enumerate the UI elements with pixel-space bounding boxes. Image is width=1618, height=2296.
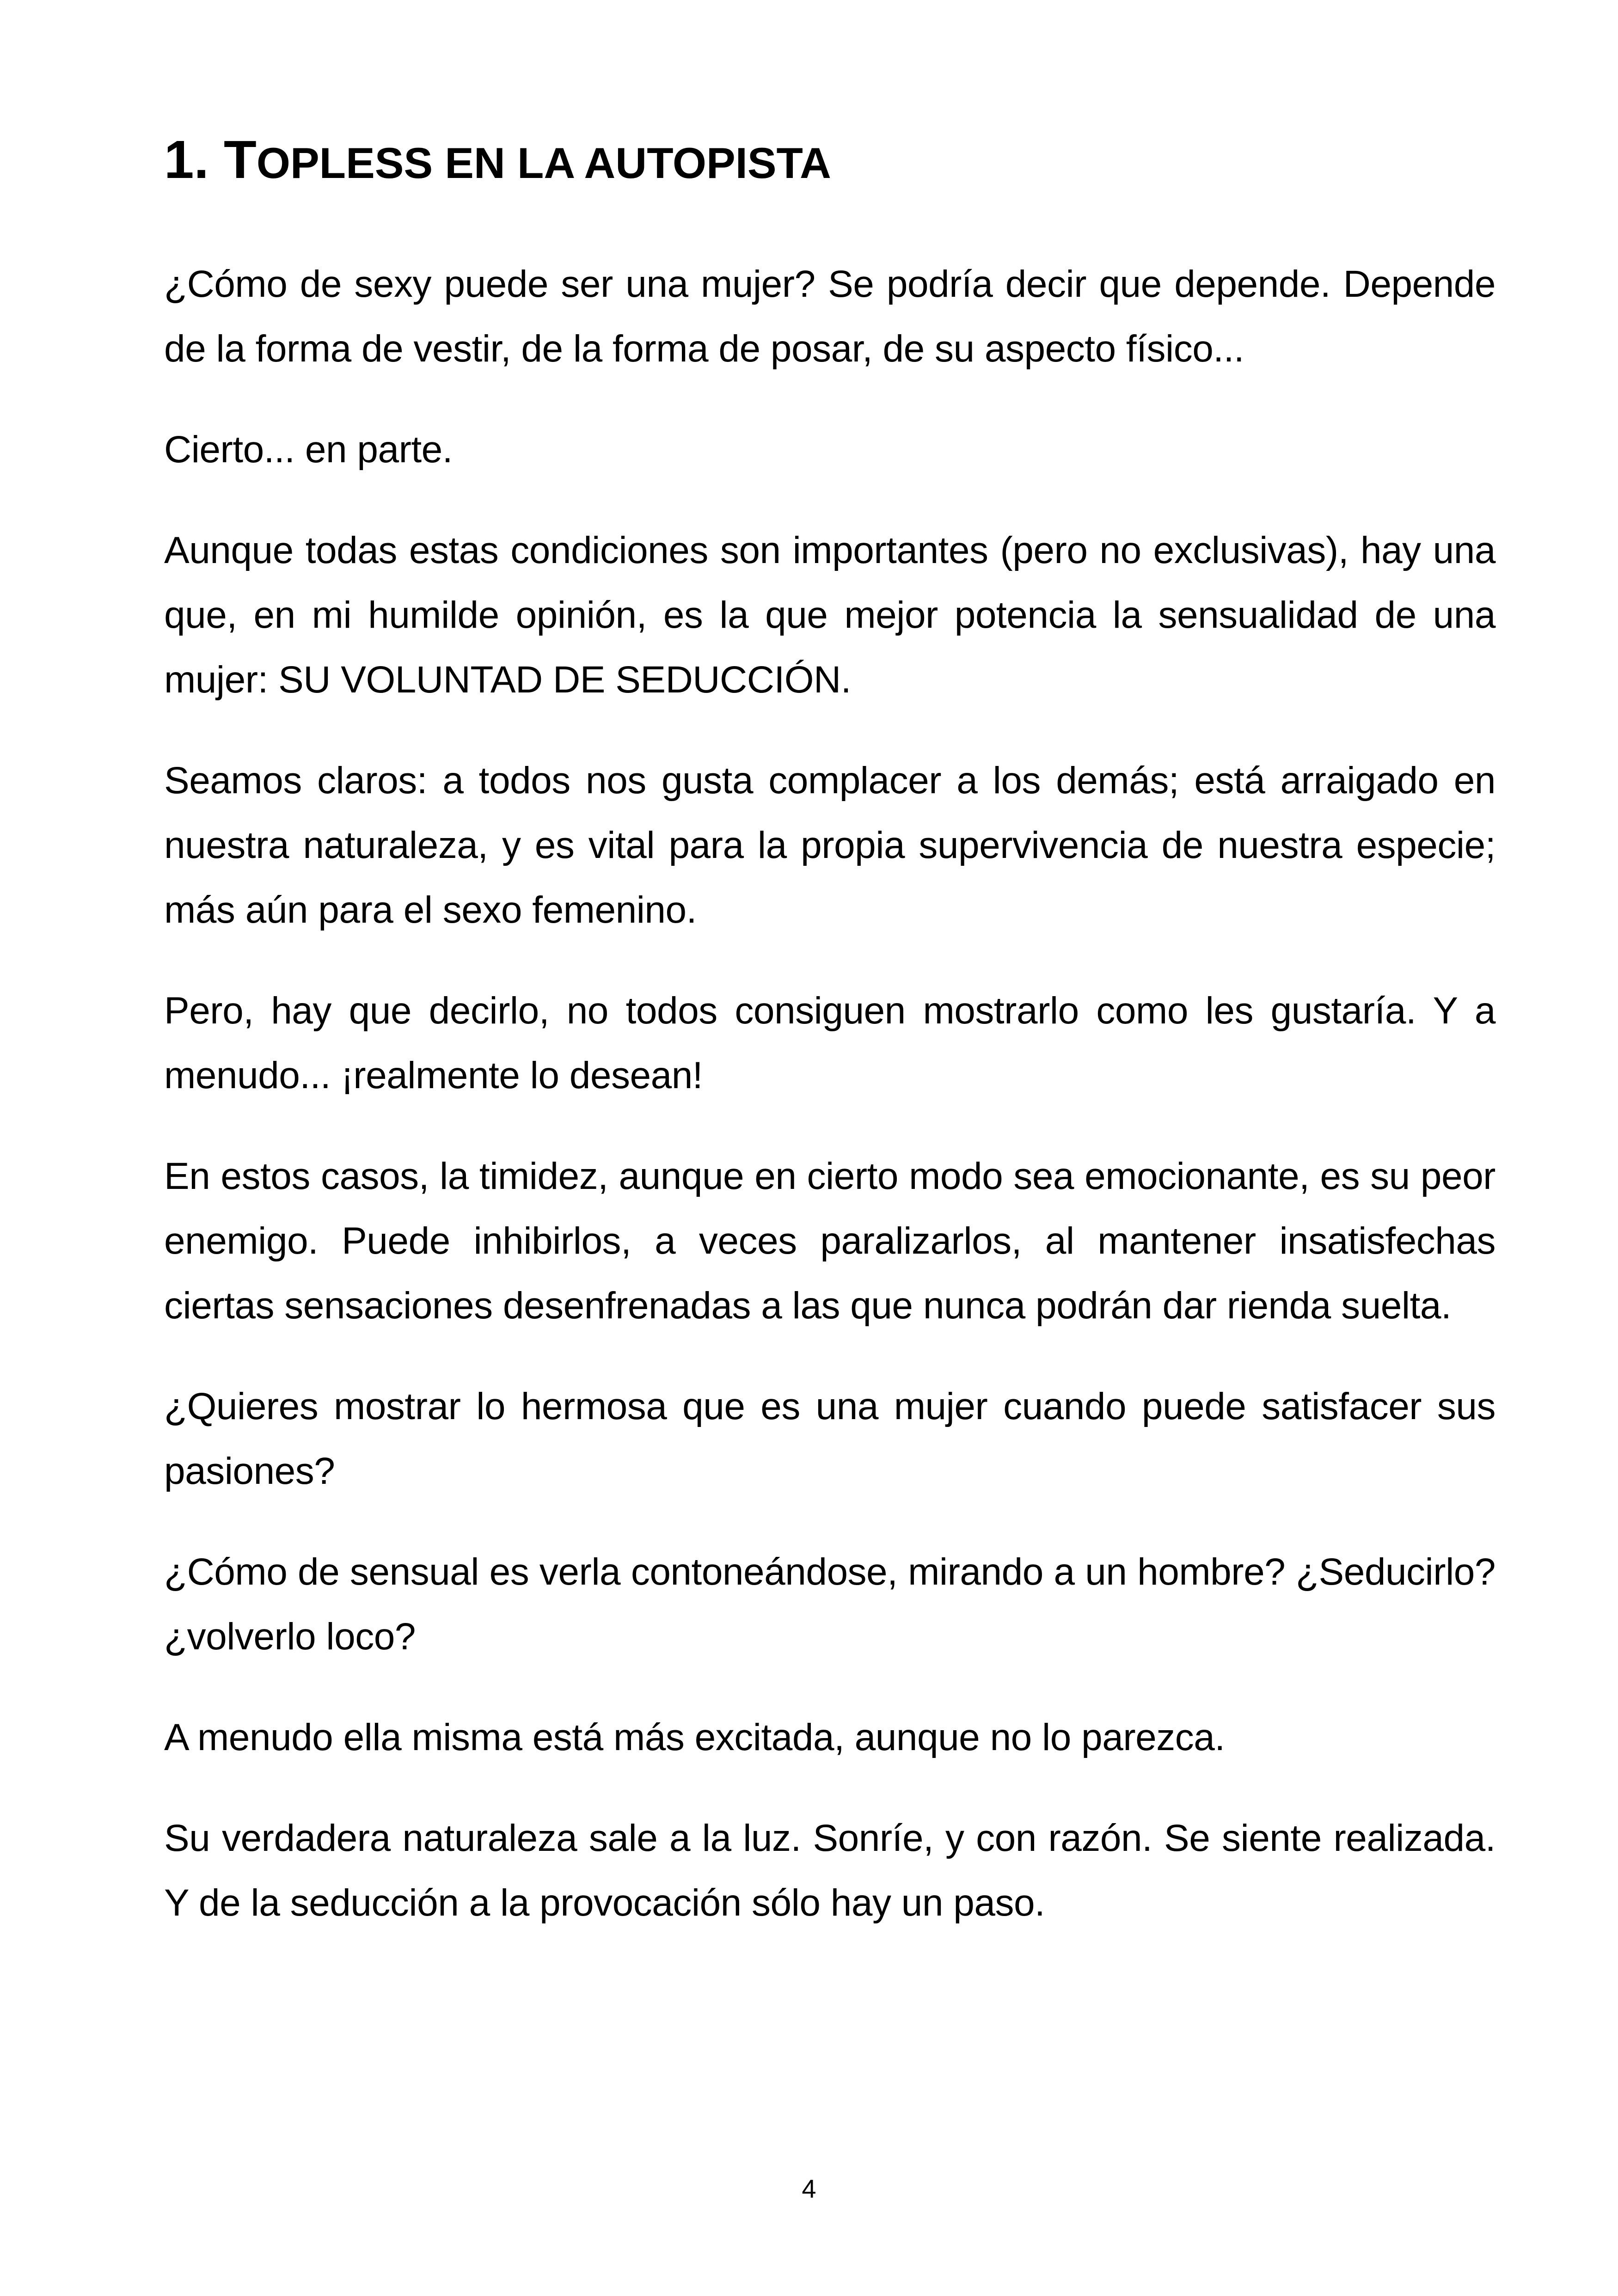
paragraph: ¿Cómo de sexy puede ser una mujer? Se podría decir que depende. Depende de la forma de vestir, de la forma de posar, de su aspecto físico... xyxy=(164,263,1495,370)
paragraph: Pero, hay que decirlo, no todos consiguen mostrarlo como les gustaría. Y a menudo... ¡realmente lo desean! xyxy=(164,990,1495,1096)
paragraph: ¿Cómo de sensual es verla contoneándose, mirando a un hombre? ¿Seducirlo? ¿volverlo loco? xyxy=(164,1551,1495,1658)
paragraph: Aunque todas estas condiciones son importantes (pero no exclusivas), hay una que, en mi humilde opinión, es la que mejor potencia la sensualidad de una mujer: SU VOLUNTAD DE SEDUCCIÓN. xyxy=(164,529,1495,701)
chapter-body xyxy=(164,252,1495,1971)
paragraph: En estos casos, la timidez, aunque en cierto modo sea emocionante, es su peor enemigo. Puede inhibirlos, a veces paralizarlos, al mantener insatisfechas ciertas sensaciones desenfrenadas a las que nunca podrán dar rienda suelta. xyxy=(164,1155,1495,1327)
paragraph: Cierto... en parte. xyxy=(164,429,453,471)
page-number: 4 xyxy=(802,2174,816,2203)
paragraph: Seamos claros: a todos nos gusta complacer a los demás; está arraigado en nuestra naturaleza, y es vital para la propia supervivencia de nuestra especie; más aún para el sexo femenino. xyxy=(164,759,1495,931)
paragraph: Su verdadera naturaleza sale a la luz. Sonríe, y con razón. Se siente realizada. Y de la seducción a la provocación sólo hay un paso. xyxy=(164,1817,1495,1924)
chapter-title-rest: OPLESS EN LA AUTOPISTA xyxy=(256,139,831,187)
paragraph: A menudo ella misma está más excitada, aunque no lo parezca. xyxy=(164,1716,1225,1758)
chapter-title xyxy=(164,125,1459,198)
chapter-title-initial: T xyxy=(223,129,257,190)
chapter-number: 1. xyxy=(164,129,209,190)
paragraph: ¿Quieres mostrar lo hermosa que es una mujer cuando puede satisfacer sus pasiones? xyxy=(164,1385,1495,1492)
